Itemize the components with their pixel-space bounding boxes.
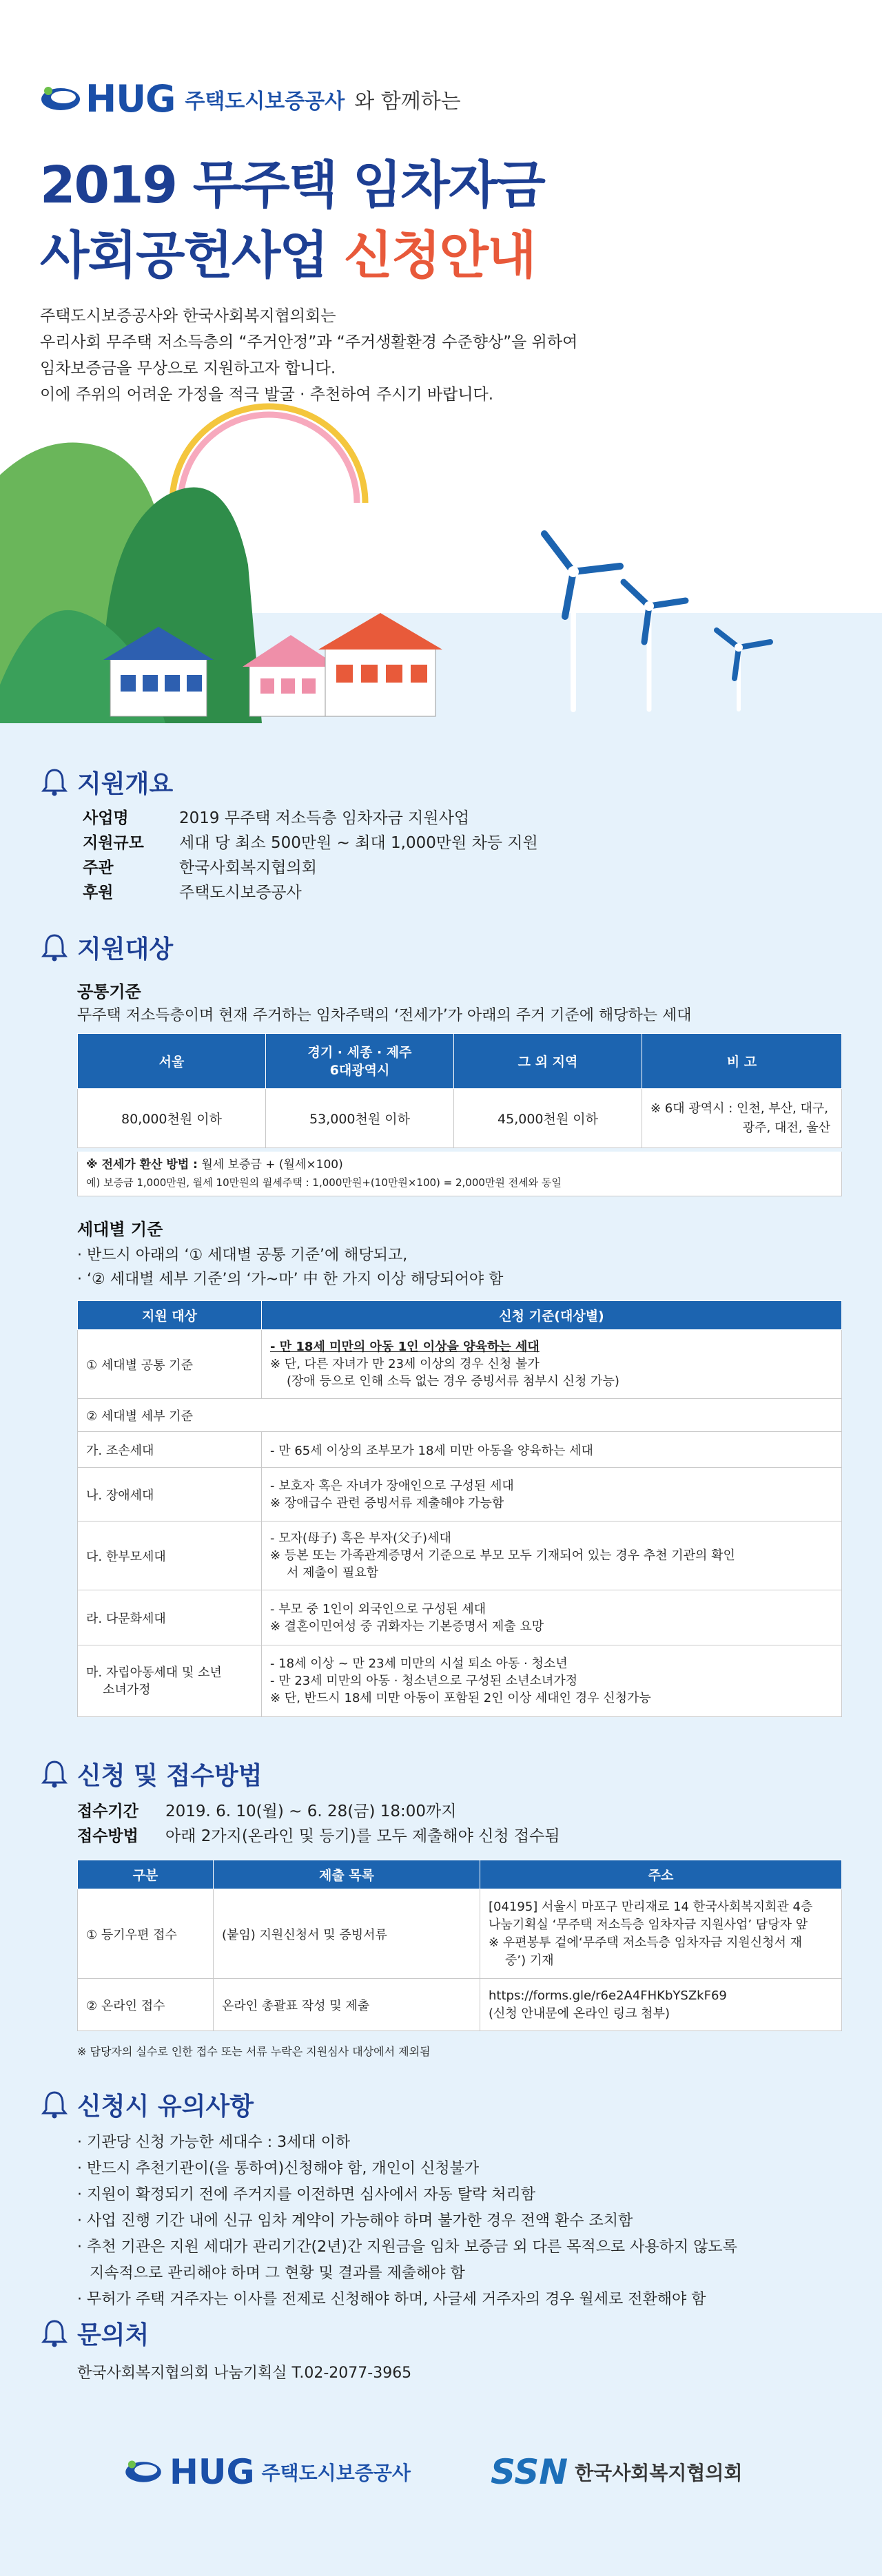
- household-bullet: · 반드시 아래의 ‘① 세대별 공통 기준’에 해당되고,: [77, 1247, 408, 1264]
- criteria-line: (장애 등으로 인해 소득 없는 경우 증빙서류 첨부시 신청 가능): [287, 1374, 619, 1389]
- table-cell: - 만 65세 이상의 조부모가 18세 미만 아동을 양육하는 세대: [262, 1432, 842, 1468]
- bell-icon: [41, 1760, 68, 1789]
- overview-value: 세대 당 최소 500만원 ~ 최대 1,000만원 차등 지원: [179, 834, 538, 852]
- apply-value: 2019. 6. 10(월) ~ 6. 28(금) 18:00까지: [165, 1803, 457, 1820]
- table-cell: 45,000천원 이하: [454, 1089, 642, 1148]
- criteria-line: - 보호자 혹은 자녀가 장애인으로 구성된 세대: [270, 1478, 514, 1493]
- overview-key: 지원규모: [83, 834, 144, 852]
- criteria-line: ※ 단, 반드시 18세 미만 아동이 포함된 2인 이상 세대인 경우 신청가능: [270, 1691, 651, 1705]
- table-header: 서울: [78, 1034, 266, 1089]
- criteria-line: ※ 등본 또는 가족관계증명서 기준으로 부모 모두 기재되어 있는 경우 추천 기관의 확인: [270, 1548, 735, 1563]
- apply-section-title: [41, 1756, 263, 1791]
- footer-hug-text: HUG: [170, 2452, 255, 2492]
- scenery-illustration: [0, 386, 882, 723]
- criteria-line: 서 제출이 필요함: [287, 1566, 379, 1580]
- overview-value: 2019 무주택 저소득층 임차자금 지원사업: [179, 809, 470, 827]
- common-criteria-table: [77, 1033, 842, 1148]
- table-cell: [480, 1889, 842, 1979]
- overview-key: 사업명: [83, 809, 129, 827]
- caution-item: · 추천 기관은 지원 세대가 관리기간(2년)간 지원금을 임차 보증금 외 다른 목적으로 사용하지 않도록: [77, 2239, 737, 2256]
- criteria-line: - 18세 이상 ~ 만 23세 미만의 시설 퇴소 아동 · 청소년: [270, 1656, 568, 1671]
- address-line: [04195] 서울시 마포구 만리재로 14 한국사회복지회관 4층: [489, 1899, 813, 1914]
- table-cell: [642, 1089, 842, 1148]
- caution-item: 지속적으로 관리해야 하며 그 현황 및 결과를 제출해야 함: [90, 2265, 465, 2282]
- table-cell: [78, 1645, 262, 1717]
- title-line-2: [40, 215, 535, 288]
- hug-logo-mark-icon: [124, 2456, 163, 2488]
- apply-note: ※ 담당자의 실수로 인한 접수 또는 서류 누락은 지원심사 대상에서 제외됨: [77, 2045, 431, 2058]
- common-criteria-heading: 공통기준: [77, 982, 141, 1001]
- intro-line: 임차보증금을 무상으로 지원하고자 합니다.: [40, 360, 336, 377]
- overview-value: 한국사회복지협의회: [179, 859, 317, 877]
- cloud-icon: [345, 534, 441, 576]
- hug-logo-mark-icon: [40, 82, 81, 116]
- table-cell: 53,000천원 이하: [266, 1089, 454, 1148]
- criteria-label-line: 소녀가정: [103, 1682, 151, 1697]
- title-line-2-accent: 신청안내: [343, 226, 535, 285]
- footer-ssn-text: SSN: [491, 2452, 568, 2492]
- table-cell: [262, 1330, 842, 1399]
- brand-name: 주택도시보증공사: [185, 89, 345, 114]
- criteria-line: ※ 장애급수 관련 증빙서류 제출해야 가능함: [270, 1495, 504, 1510]
- table-header: 구분: [78, 1860, 214, 1889]
- table-cell: ① 등기우편 접수: [78, 1889, 214, 1979]
- address-line: 중’) 기재: [505, 1953, 554, 1968]
- table-cell: 나. 장애세대: [78, 1468, 262, 1521]
- caution-section-title: [41, 2087, 254, 2122]
- household-criteria-heading: 세대별 기준: [77, 1220, 163, 1239]
- bell-icon: [41, 933, 68, 962]
- footer-ssn-logo: [491, 2452, 743, 2492]
- table-header-line: 경기 · 세종 · 제주: [307, 1044, 412, 1060]
- hug-logo: [40, 77, 175, 121]
- apply-row: [77, 1799, 560, 1824]
- online-link[interactable]: https://forms.gle/r6e2A4FHKbYSZkF69: [489, 1988, 727, 2003]
- apply-key: 접수기간: [77, 1803, 139, 1820]
- caution-item: · 반드시 추천기관이(을 통하여)신청해야 함, 개인이 신청불가: [77, 2160, 480, 2177]
- table-header: 그 외 지역: [454, 1034, 642, 1089]
- conversion-note-text: 월세 보증금 + (월세×100): [197, 1158, 343, 1172]
- caution-item: · 지원이 확정되기 전에 주거지를 이전하면 심사에서 자동 탈락 처리함: [77, 2186, 535, 2203]
- table-cell: [262, 1590, 842, 1645]
- table-cell: [480, 1979, 842, 2031]
- table-cell: ① 세대별 공통 기준: [78, 1330, 262, 1399]
- criteria-line: - 만 23세 미만의 아동 · 청소년으로 구성된 소년소녀가정: [270, 1674, 578, 1688]
- table-header: 지원 대상: [78, 1301, 262, 1330]
- conversion-note: [77, 1152, 842, 1196]
- caution-list: [77, 2130, 737, 2313]
- footer-ssn-name: 한국사회복지협의회: [575, 2462, 743, 2484]
- table-cell: ② 온라인 접수: [78, 1979, 214, 2031]
- caution-item: · 무허가 주택 거주자는 이사를 전제로 신청해야 하며, 사글세 거주자의 경우 월세로 전환해야 함: [77, 2291, 706, 2308]
- table-header: 신청 기준(대상별): [262, 1301, 842, 1330]
- apply-value: 아래 2가지(온라인 및 등기)를 모두 제출해야 신청 접수됨: [165, 1827, 560, 1845]
- table-cell: 온라인 총괄표 작성 및 제출: [214, 1979, 480, 2031]
- remark-line: 광주, 대전, 울산: [742, 1120, 830, 1135]
- address-line: ※ 우편봉투 겉에‘무주택 저소득층 임차자금 지원신청서 재: [489, 1935, 803, 1950]
- table-cell: (붙임) 지원신청서 및 증빙서류: [214, 1889, 480, 1979]
- caution-item: · 기관당 신청 가능한 세대수 : 3세대 이하: [77, 2134, 351, 2151]
- apply-key: 접수방법: [77, 1827, 139, 1845]
- overview-row: [83, 855, 538, 880]
- criteria-line: ※ 단, 다른 자녀가 만 23세 이상의 경우 신청 불가: [270, 1357, 540, 1371]
- footer-hug-name: 주택도시보증공사: [261, 2462, 411, 2484]
- overview-value: 주택도시보증공사: [179, 884, 302, 902]
- contact-text: 한국사회복지협의회 나눔기획실 T.02-2077-3965: [77, 2365, 412, 2382]
- overview-key: 주관: [83, 859, 114, 877]
- overview-row: [83, 806, 538, 831]
- conversion-note-line: [86, 1156, 833, 1174]
- apply-title-text: 신청 및 접수방법: [77, 1762, 263, 1790]
- apply-row: [77, 1824, 560, 1849]
- overview-row: [83, 880, 538, 905]
- table-cell: ② 세대별 세부 기준: [78, 1399, 842, 1432]
- common-criteria-desc: 무주택 저소득층이며 현재 주거하는 임차주택의 ‘전세가’가 아래의 주거 기준에 해당하는 세대: [77, 1007, 692, 1024]
- criteria-line: - 모자(母子) 혹은 부자(父子)세대: [270, 1531, 451, 1546]
- target-title-text: 지원대상: [77, 935, 174, 964]
- table-cell: 가. 조손세대: [78, 1432, 262, 1468]
- table-cell: 라. 다문화세대: [78, 1590, 262, 1645]
- hug-logo-text: HUG: [85, 77, 176, 121]
- apply-info: [77, 1799, 560, 1849]
- hero-section: [0, 0, 882, 723]
- target-section-title: [41, 930, 173, 965]
- household-bullet: · ‘② 세대별 세부 기준’의 ‘가~마’ 中 한 가지 이상 해당되어야 함: [77, 1271, 504, 1288]
- intro-line: 우리사회 무주택 저소득층의 “주거안정”과 “주거생활환경 수준향상”을 위하여: [40, 333, 578, 351]
- criteria-line: ※ 결혼이민여성 중 귀화자는 기본증명서 제출 요망: [270, 1619, 544, 1634]
- criteria-label-line: 마. 자립아동세대 및 소년: [86, 1665, 222, 1680]
- table-header: 제출 목록: [214, 1860, 480, 1889]
- household-criteria-table: [77, 1300, 842, 1717]
- table-header: 주소: [480, 1860, 842, 1889]
- table-header: 비 고: [642, 1034, 842, 1089]
- bell-icon: [41, 2090, 68, 2119]
- apply-table: [77, 1860, 842, 2031]
- overview-list: [83, 806, 538, 905]
- table-cell: 다. 한부모세대: [78, 1521, 262, 1590]
- title-line-2-main: 사회공헌사업: [40, 226, 344, 285]
- contact-title-text: 문의처: [77, 2321, 150, 2349]
- table-header-line: 6대광역시: [329, 1062, 390, 1078]
- conversion-note-example: 예) 보증금 1,000만원, 월세 10만원의 월세주택 : 1,000만원+(10만원×100) = 2,000만원 전세와 동일: [86, 1176, 562, 1189]
- table-cell: [262, 1645, 842, 1717]
- table-cell: [262, 1521, 842, 1590]
- intro-line: 이에 주위의 어려운 가정을 적극 발굴 · 추천하여 주시기 바랍니다.: [40, 386, 494, 404]
- caution-title-text: 신청시 유의사항: [77, 2092, 254, 2121]
- bell-icon: [41, 768, 68, 797]
- overview-row: [83, 831, 538, 855]
- criteria-line: - 부모 중 1인이 외국인으로 구성된 세대: [270, 1601, 486, 1617]
- footer-logos: [0, 2431, 882, 2514]
- table-cell: [262, 1468, 842, 1521]
- intro-line: 주택도시보증공사와 한국사회복지협의회는: [40, 307, 336, 325]
- brand-line: [40, 77, 461, 121]
- bell-icon: [41, 2319, 68, 2348]
- remark-line: ※ 6대 광역시 : 인천, 부산, 대구,: [650, 1101, 828, 1116]
- brand-suffix: 와 함께하는: [354, 89, 461, 114]
- footer-hug-logo: [124, 2452, 411, 2492]
- table-cell: 80,000천원 이하: [78, 1089, 266, 1148]
- conversion-note-label: ※ 전세가 환산 방법 :: [86, 1158, 198, 1172]
- title-line-1: 2019 무주택 임차자금: [40, 156, 544, 215]
- criteria-line: - 만 18세 미만의 아동 1인 이상을 양육하는 세대: [270, 1340, 540, 1354]
- address-line: 나눔기획실 ‘무주택 저소득층 임차자금 지원사업’ 담당자 앞: [489, 1917, 808, 1932]
- address-line: (신청 안내문에 온라인 링크 첨부): [489, 2006, 670, 2021]
- table-header: [266, 1034, 454, 1089]
- overview-section-title: [41, 765, 173, 800]
- contact-section-title: [41, 2316, 149, 2351]
- overview-key: 후원: [83, 884, 114, 902]
- caution-item: · 사업 진행 기간 내에 신규 임차 계약이 가능해야 하며 불가한 경우 전액 환수 조치함: [77, 2212, 633, 2230]
- overview-title-text: 지원개요: [77, 770, 174, 798]
